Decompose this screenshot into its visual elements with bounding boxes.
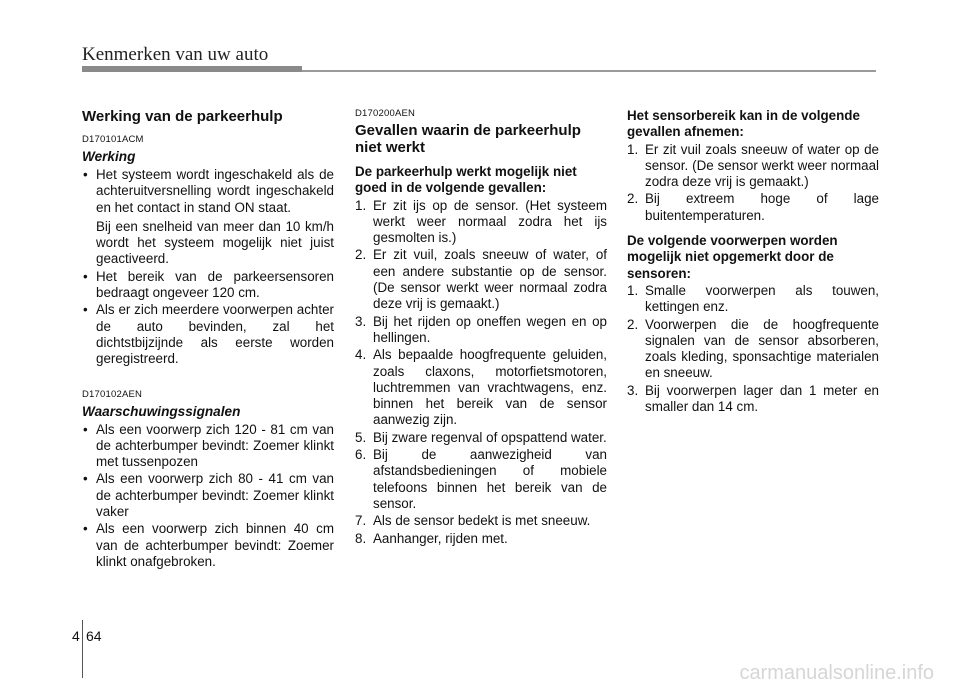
list-item: • Als er zich meerdere voorwerpen achter de auto bevinden, zal het dichtstbijzijnde als eerste worden geregistreerd. xyxy=(82,302,334,367)
list-item-continuation: Bij een snelheid van meer dan 10 km/h wordt het systeem mogelijk niet juist geactiveerd. xyxy=(96,218,334,267)
list-item: 7. Als de sensor bedekt is met sneeuw. xyxy=(355,513,591,529)
list-item: 1. Er zit ijs op de sensor. (Het systeem werkt weer normaal zodra het ijs gesmolten is.) xyxy=(355,197,607,246)
list-item: • Het bereik van de parkeersensoren bedraagt ongeveer 120 cm. xyxy=(82,269,334,302)
section-heading-not-working: Gevallen waarin de parkeerhulp niet werkt xyxy=(355,122,581,156)
heading-undetected-objects: De volgende voorwerpen worden mogelijk niet opgemerkt door de sensoren: xyxy=(627,233,838,281)
list-item: 6. Bij de aanwezigheid van afstandsbedieningen of mobiele telefoons binnen het bereik van de sensor. xyxy=(355,447,607,511)
footer-divider xyxy=(82,620,83,678)
list-item: 4. Als bepaalde hoogfrequente geluiden, zoals claxons, motorfietsmotoren, luchtremmen van vrachtwagens, enz. binnen het bereik van de sensor aanwezig zijn. xyxy=(355,347,607,428)
chapter-number: 4 xyxy=(72,628,80,644)
subheading-warning-signals: Waarschuwingssignalen xyxy=(82,403,241,419)
subheading-operation: Werking xyxy=(82,149,136,164)
watermark: carmanualsonline.info xyxy=(739,662,934,684)
section-code: D170101ACM xyxy=(82,134,144,145)
column-middle xyxy=(355,108,607,548)
column-left xyxy=(82,108,334,571)
section-code: D170102AEN xyxy=(82,388,143,400)
list-item: 2. Bij extreem hoge of lage buitentemperaturen. xyxy=(627,191,879,223)
section-code: D170200AEN xyxy=(355,108,416,119)
list-item: 3. Bij voorwerpen lager dan 1 meter en smaller dan 14 cm. xyxy=(627,382,879,415)
list-item: 3. Bij het rijden op oneffen wegen en op hellingen. xyxy=(355,313,607,345)
page-number: 64 xyxy=(86,628,102,644)
header-rule xyxy=(302,70,876,72)
list-item: 8. Aanhanger, rijden met. xyxy=(355,530,508,546)
list-item: 2. Er zit vuil, zoals sneeuw of water, of een andere substantie op de sensor. (De sensor werkt weer normaal zodra deze vrij is gemaakt.) xyxy=(355,247,607,312)
list-item: • Als een voorwerp zich 80 - 41 cm van de achterbumper bevindt: Zoemer klinkt vaker xyxy=(82,471,334,520)
list-item: 1. Smalle voorwerpen als touwen, kettingen enz. xyxy=(627,282,879,315)
list-item: 1. Er zit vuil zoals sneeuw of water op de sensor. (De sensor werkt weer normaal zodra deze vrij is gemaakt.) xyxy=(627,141,879,190)
list-item: • Het systeem wordt ingeschakeld als de achteruitversnelling wordt ingeschakeld en het contact in stand ON staat. xyxy=(82,167,334,216)
intro-text: De parkeerhulp werkt mogelijk niet goed in de volgende gevallen: xyxy=(355,164,577,196)
header-title: Kenmerken van uw auto xyxy=(82,44,269,65)
list-item: 5. Bij zware regenval of opspattend water. xyxy=(355,429,607,445)
section-heading-parking-assist: Werking van de parkeerhulp xyxy=(82,108,283,125)
list-item: 2. Voorwerpen die de hoogfrequente signalen van de sensor absorberen, zoals kleding, sponsachtige materialen en sneeuw. xyxy=(627,316,879,381)
list-item: • Als een voorwerp zich binnen 40 cm van de achterbumper bevindt: Zoemer klinkt onafgebroken. xyxy=(82,521,334,570)
header-accent-bar xyxy=(82,66,302,72)
column-right xyxy=(627,108,879,416)
list-item: • Als een voorwerp zich 120 - 81 cm van de achterbumper bevindt: Zoemer klinkt met tussenpozen xyxy=(82,422,334,471)
heading-range-reduced: Het sensorbereik kan in de volgende gevallen afnemen: xyxy=(627,108,860,140)
